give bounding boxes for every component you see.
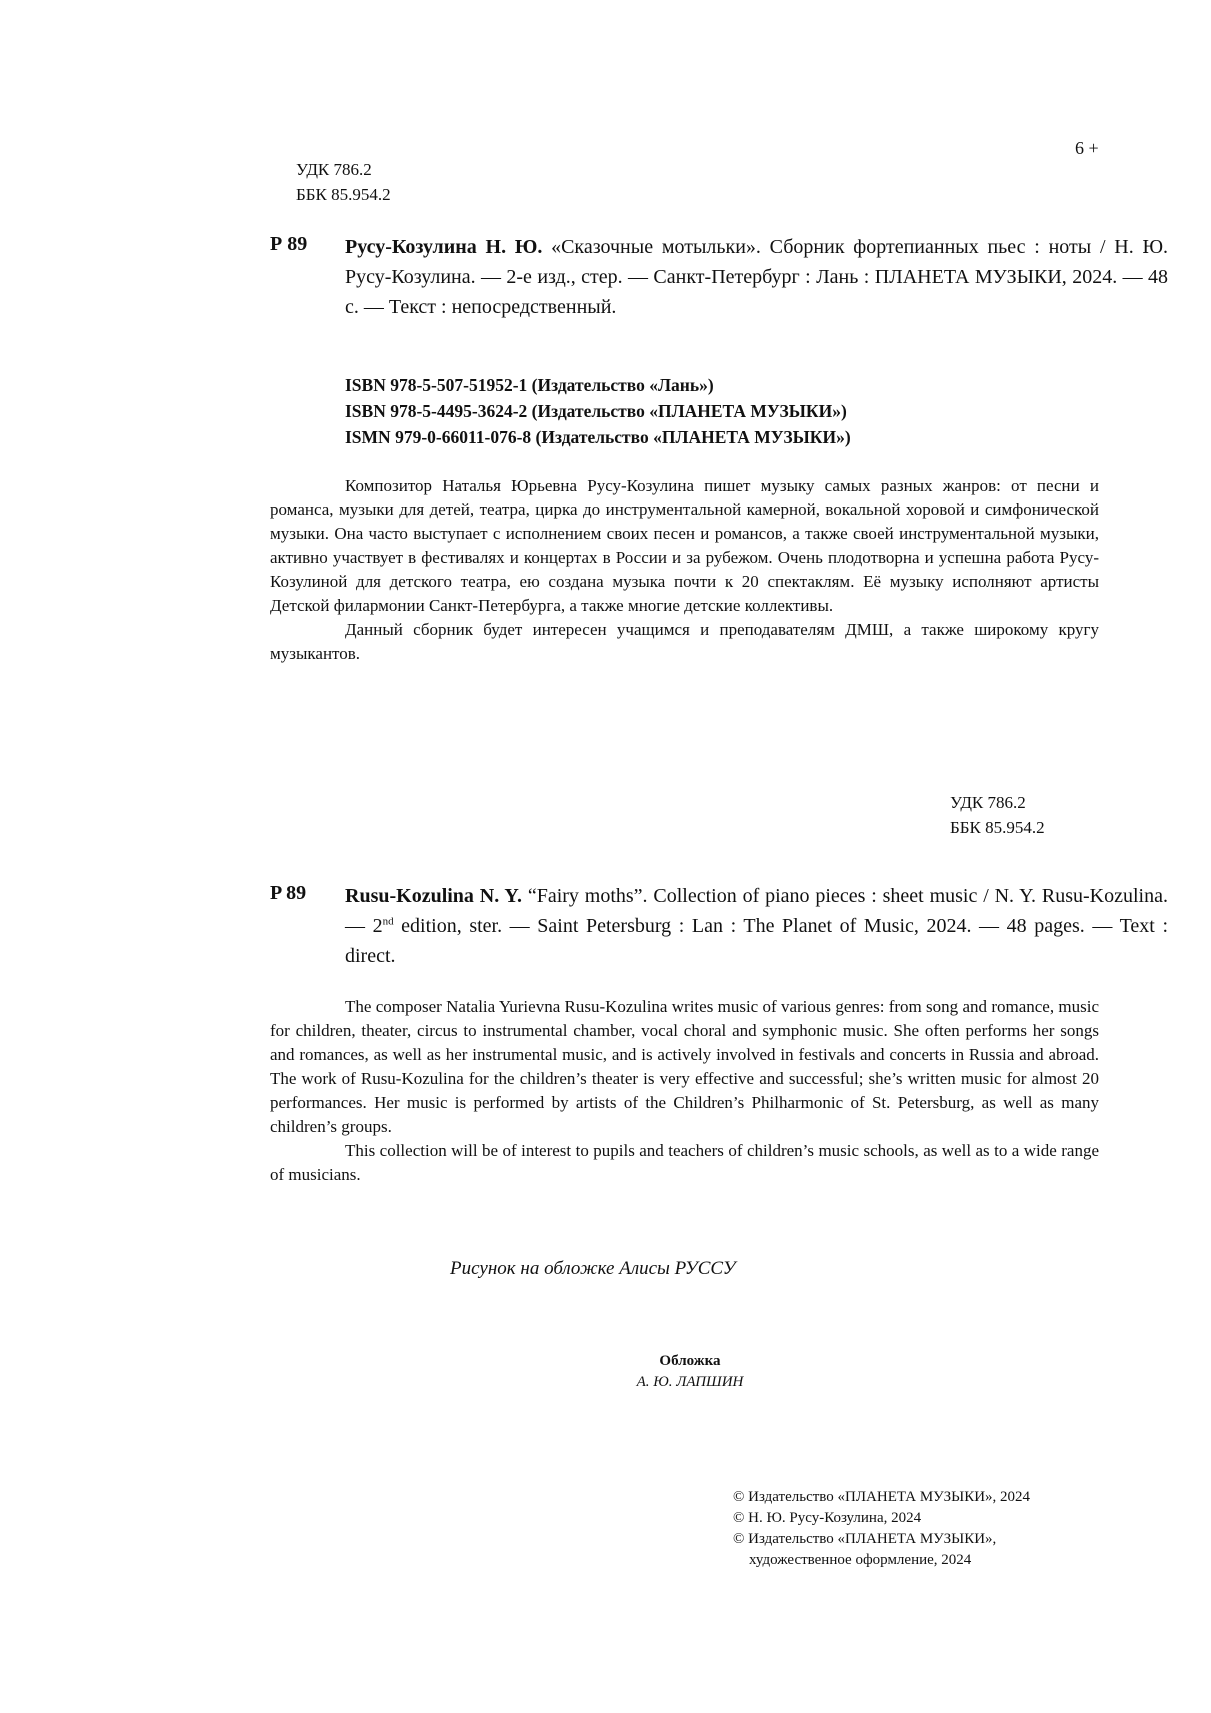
top-classification [296,157,391,207]
mid-classification [950,790,1045,840]
cover-label: Обложка [659,1353,721,1369]
en-bibliographic-record [345,881,1168,971]
bbk-code: ББК 85.954.2 [950,818,1045,837]
cover-designer: А. Ю. ЛАПШИН [636,1374,744,1390]
en-bib-description: “Fairy moths”. Collection of piano pieces : sheet music / N. Y. Rusu-Kozulina. — 2 [345,885,1168,937]
cover-illustration-credit: Рисунок на обложке Алисы РУССУ [450,1258,736,1279]
udk-code: УДК 786.2 [950,793,1026,812]
copyright-line: © Издательство «ПЛАНЕТА МУЗЫКИ», 2024 [733,1489,1031,1505]
bbk-code: ББК 85.954.2 [296,185,391,204]
ismn-line: ISMN 979-0-66011-076-8 (Издательство «ПЛАНЕТА МУЗЫКИ») [345,427,851,447]
ru-author-name: Русу-Козулина Н. Ю. [345,236,543,258]
en-author-name: Rusu-Kozulina N. Y. [345,885,522,907]
ru-bib-description: «Сказочные мотыльки». Сборник фортепианных пьес : ноты / Н. Ю. Русу-Козулина. — 2-е изд., стер. — Санкт-Петербург : Лань : ПЛАНЕТА МУЗЫКИ, 2024. — 48 с. — Текст : непосредственный. [345,236,1169,318]
copyright-line: © Н. Ю. Русу-Козулина, 2024 [733,1510,922,1526]
isbn-line: ISBN 978-5-4495-3624-2 (Издательство «ПЛАНЕТА МУЗЫКИ») [345,401,847,421]
en-annotation [270,995,1099,1187]
isbn-list [345,372,851,450]
age-rating: 6 + [1075,138,1099,158]
copyright-line: художественное оформление, 2024 [749,1552,972,1568]
ru-annotation [270,474,1099,666]
ru-annotation-paragraph: Композитор Наталья Юрьевна Русу-Козулина пишет музыку самых разных жанров: от песни и романса, музыки для детей, театра, цирка до инструментальной камерной, вокальной хоровой и симфонической музыки. Она часто выступает с исполнением своих песен и романсов, а также своей инструментальной музыки, активно участвует в фестивалях и концертах в России и за рубежом. Очень плодотворна и успешна работа Русу-Козулиной для детского театра, ею создана музыка почти к 20 спектаклям. Её музыку исполняют артисты Детской филармонии Санкт-Петербурга, а также многие детские коллективы. [270,476,1099,615]
en-annotation-paragraph: The composer Natalia Yurievna Rusu-Kozulina writes music of various genres: from song and romance, music for children, theater, circus to instrumental chamber, vocal choral and symphonic music. She often performs her songs and romances, as well as her instrumental music, and is actively involved in festivals and concerts in Russia and abroad. The work of Rusu-Kozulina for the children’s theater is very effective and successful; she’s written music for almost 20 performances. Her music is performed by artists of the Children’s Philharmonic of St. Petersburg, as well as many children’s groups. [270,997,1099,1136]
en-author-sign: P 89 [270,882,307,904]
ru-bibliographic-record [345,232,1168,322]
copyright-block [733,1487,1030,1571]
isbn-line: ISBN 978-5-507-51952-1 (Издательство «Лань») [345,375,714,395]
udk-code: УДК 786.2 [296,160,372,179]
en-annotation-paragraph: This collection will be of interest to pupils and teachers of children’s music schools, as well as to a wide range of musicians. [270,1141,1099,1184]
ru-author-sign: Р 89 [270,233,308,255]
ru-annotation-paragraph: Данный сборник будет интересен учащимся и преподавателям ДМШ, а также широкому кругу музыкантов. [270,620,1099,663]
copyright-line: © Издательство «ПЛАНЕТА МУЗЫКИ», [733,1531,997,1547]
ordinal-suffix: nd [382,915,394,928]
en-bib-description-cont: edition, ster. — Saint Petersburg : Lan : The Planet of Music, 2024. — 48 pages. — Text : direct. [345,915,1169,967]
